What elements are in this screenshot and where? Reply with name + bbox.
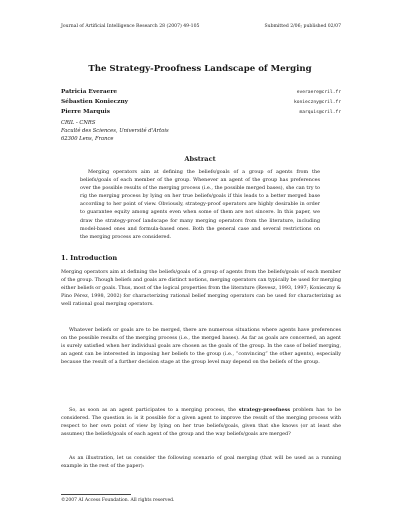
author-row (61, 99, 341, 109)
author-email: everaere@cril.fr (296, 90, 341, 95)
submission-dates: Submitted 2/06; published 02/07 (264, 24, 341, 29)
abstract-text: Merging operators aim at defining the beliefs/goals of a group of agents from the beliefs/goals of each member of the group. Whenever an agent of the group has preferences over the possible results of the merging process (i.e., the possible merged bases), she can try to rig the merging process by lying on her true beliefs/goals if this leads to a better merged base according to her point of view. Obviously, strategy-proof operators are highly desirable in order to guarantee equity among agents even when some of them are not sincere. In this paper, we draw the strategy-proof landscape for many merging operators from the literature, including model-based ones and formula-based ones. Both the general case and several restrictions on the merging process are considered. (80, 169, 320, 240)
text-run: So, as soon as an agent participates to a merging process, the (69, 407, 239, 413)
intro-paragraph-3 (61, 406, 341, 438)
journal-info: Journal of Artificial Intelligence Research 28 (2007) 49-105 (61, 24, 200, 29)
author-email: marquis@cril.fr (299, 110, 341, 115)
author-row (61, 109, 341, 119)
intro-paragraph-1: Merging operators aim at defining the beliefs/goals of a group of agents from the beliefs/goals of each member of the group. Though beliefs and goals are distinct notions, merging operators can typically be used for merging either beliefs or goals. Thus, most of the logical properties from the literature (Revesz, 1993, 1997; Konieczny & Pino Pérez, 1998, 2002) for characterizing rational belief merging operators can be used for characterizing as well rational goal merging operators. (61, 269, 341, 308)
abstract-heading: Abstract (184, 155, 216, 163)
author-name: Pierre Marquis (61, 109, 111, 115)
footnote-rule (61, 494, 131, 495)
affiliation-address: 62300 Lens, France (61, 136, 114, 142)
section-heading: 1. Introduction (61, 254, 118, 262)
author-name: Sébastien Konieczny (61, 99, 129, 105)
author-block (61, 89, 341, 119)
affiliation-lab: CRIL - CNRS (61, 120, 96, 126)
paper-title: The Strategy-Proofness Landscape of Merging (88, 64, 312, 74)
author-row (61, 89, 341, 99)
copyright-footer: ©2007 AI Access Foundation. All rights reserved. (61, 498, 175, 503)
emphasis-term: strategy-proofness (238, 407, 291, 413)
intro-paragraph-2: Whatever beliefs or goals are to be merged, there are numerous situations where agents have preferences on the possible results of the merging process (i.e., the merged bases). As far as goals are concerned, an agent is surely satisfied when her individual goals are chosen as the goals of the group. In the case of belief merging, an agent can be interested in imposing her beliefs to the group (i.e., “convincing” the other agents), especially because the result of a further decision stage at the group level may depend on the beliefs of the group. (61, 327, 341, 366)
text-run: problem has to be considered. The question is: is it possible for a given agent to improve the result of the merging process with respect to her own point of view by lying on her true beliefs/goals, given that she knows (or at least she assumes) the beliefs/goals of each agent of the group and the way beliefs/goals are merged? (61, 407, 341, 438)
affiliation-faculty: Faculté des Sciences, Université d'Artois (61, 128, 169, 134)
author-email: konieczny@cril.fr (293, 100, 341, 105)
author-name: Patricia Everaere (61, 89, 118, 95)
running-header (61, 24, 341, 34)
intro-paragraph-4: As an illustration, let us consider the following scenario of goal merging (that will be used as a running example in the rest of the paper): (61, 455, 341, 470)
